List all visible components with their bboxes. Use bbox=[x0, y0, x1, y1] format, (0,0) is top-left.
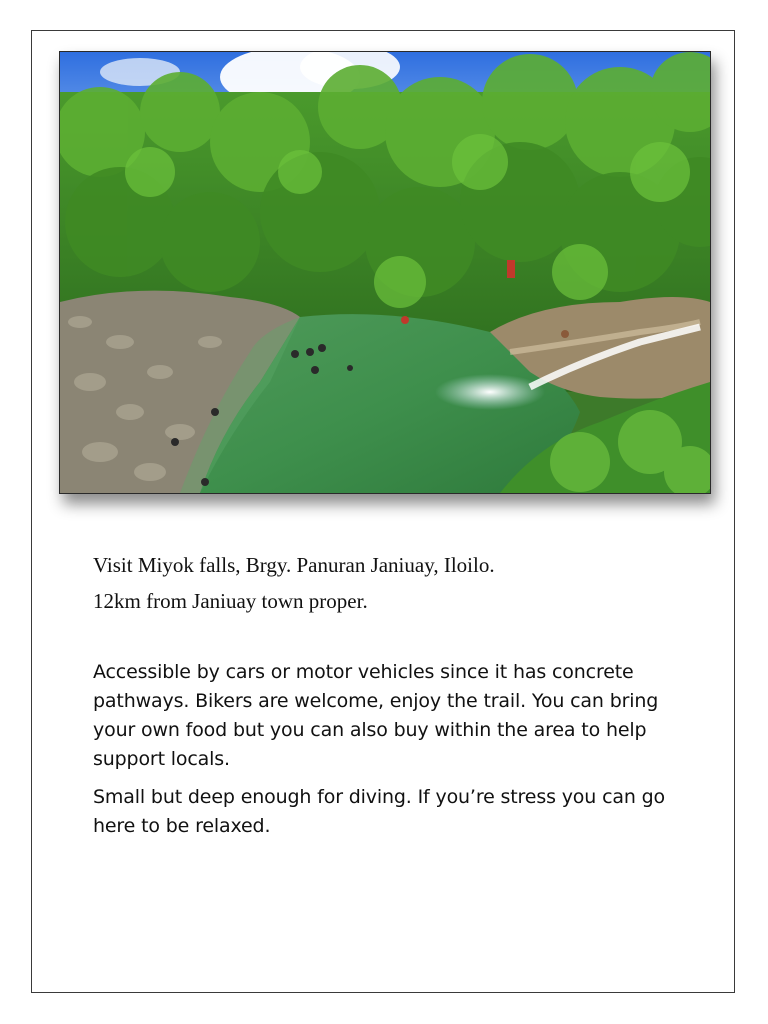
access-paragraph: Accessible by cars or motor vehicles since it has concrete pathways. Bikers are welcome, enjoy the trail. You can bring your own food but you can also buy within the area to help support locals. bbox=[93, 661, 659, 770]
document-page bbox=[31, 30, 735, 993]
waterfall-splash bbox=[435, 374, 545, 410]
diving-paragraph: Small but deep enough for diving. If you’re stress you can go here to be relaxed. bbox=[93, 786, 666, 837]
waterfall-photo bbox=[59, 51, 711, 494]
location-caption: Visit Miyok falls, Brgy. Panuran Janiuay, Iloilo. bbox=[93, 553, 495, 577]
distance-caption: 12km from Janiuay town proper. bbox=[93, 589, 368, 613]
